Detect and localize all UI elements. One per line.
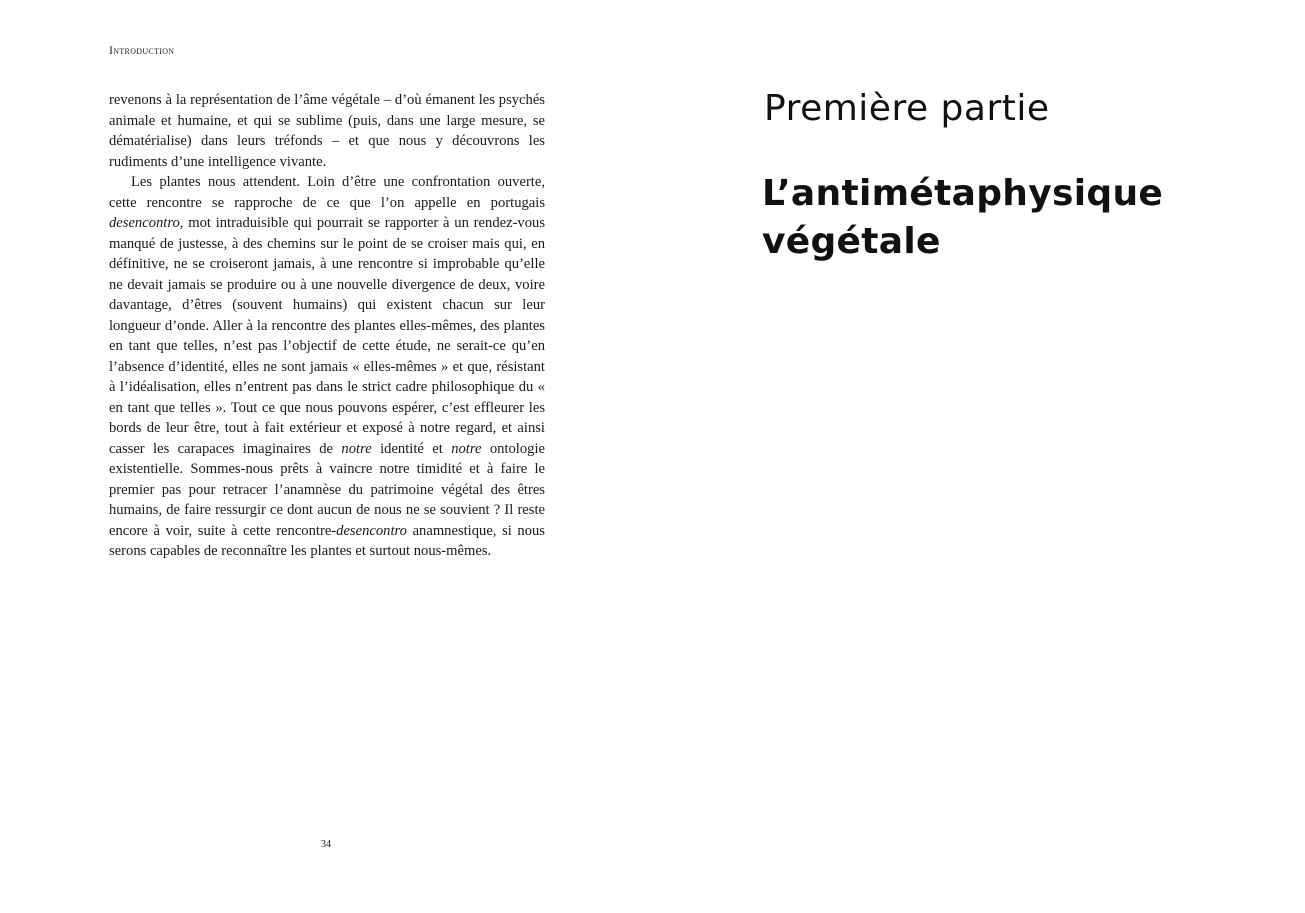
left-page [0, 0, 652, 913]
paragraph-continued: revenons à la représentation de l’âme végétale – d’où émanent les psychés animale et humaine, et qui se sublime (puis, dans une large mesure, se dématérialise) dans leurs tréfonds – et que nous y découvrons les rudiments d’une intelligence vivante. [109, 92, 545, 170]
running-head: Introduction [109, 43, 175, 57]
page-number: 34 [321, 839, 331, 850]
paragraph-text: anamnestique, si nous serons capables de reconnaître les plantes et surtout nous-mêmes. [109, 522, 545, 559]
italic-term: desencontro [336, 522, 407, 539]
paragraph-text: ontologie existentielle. Sommes-nous prêts à vaincre notre timidité et à faire le premier pas pour retracer l’anamnèse du patrimoine végétal des êtres humains, de faire ressurgir ce dont aucun de nous ne se souvient ? Il reste encore à voir, suite à cette rencontre- [109, 440, 545, 539]
body-text [109, 90, 545, 562]
right-page [652, 0, 1305, 913]
italic-term: notre [451, 440, 482, 457]
paragraph-text: , mot intraduisible qui pourrait se rapporter à un rendez-vous manqué de justesse, à des chemins sur le point de se croiser mais qui, en définitive, ne se croiseront jamais, à une rencontre si improbable qu’elle ne devait jamais se produire ou à une nouvelle divergence de deux, voire davantage, d’êtres (souvent humains) qui existent chacun sur leur longueur d’onde. Aller à la rencontre des plantes elles-mêmes, des plantes en tant que telles, n’est pas l’objectif de cette étude, ne serait-ce qu’en l’absence d’identité, elles ne sont jamais « elles-mêmes » et que, résistant à l’idéalisation, elles n’entrent pas dans le strict cadre philosophique du « en tant que telles ». Tout ce que nous pouvons espérer, c’est effleurer les bords de leur être, tout à fait extérieur et exposé à notre regard, et ainsi casser les carapaces imaginaires de [109, 215, 545, 457]
part-title-line: végétale [762, 221, 941, 262]
italic-term: notre [341, 440, 372, 457]
paragraph-text: identité et [371, 440, 452, 457]
part-title [762, 170, 1282, 266]
paragraph-text: Les plantes nous attendent. Loin d’être une confrontation ouverte, cette rencontre se rapproche de ce que l’on appelle en portugais [109, 174, 545, 211]
italic-term: desencontro [109, 215, 180, 231]
paragraph-plants [109, 172, 545, 562]
part-title-line: L’antimétaphysique [762, 173, 1164, 214]
part-label: Première partie [764, 88, 1050, 129]
